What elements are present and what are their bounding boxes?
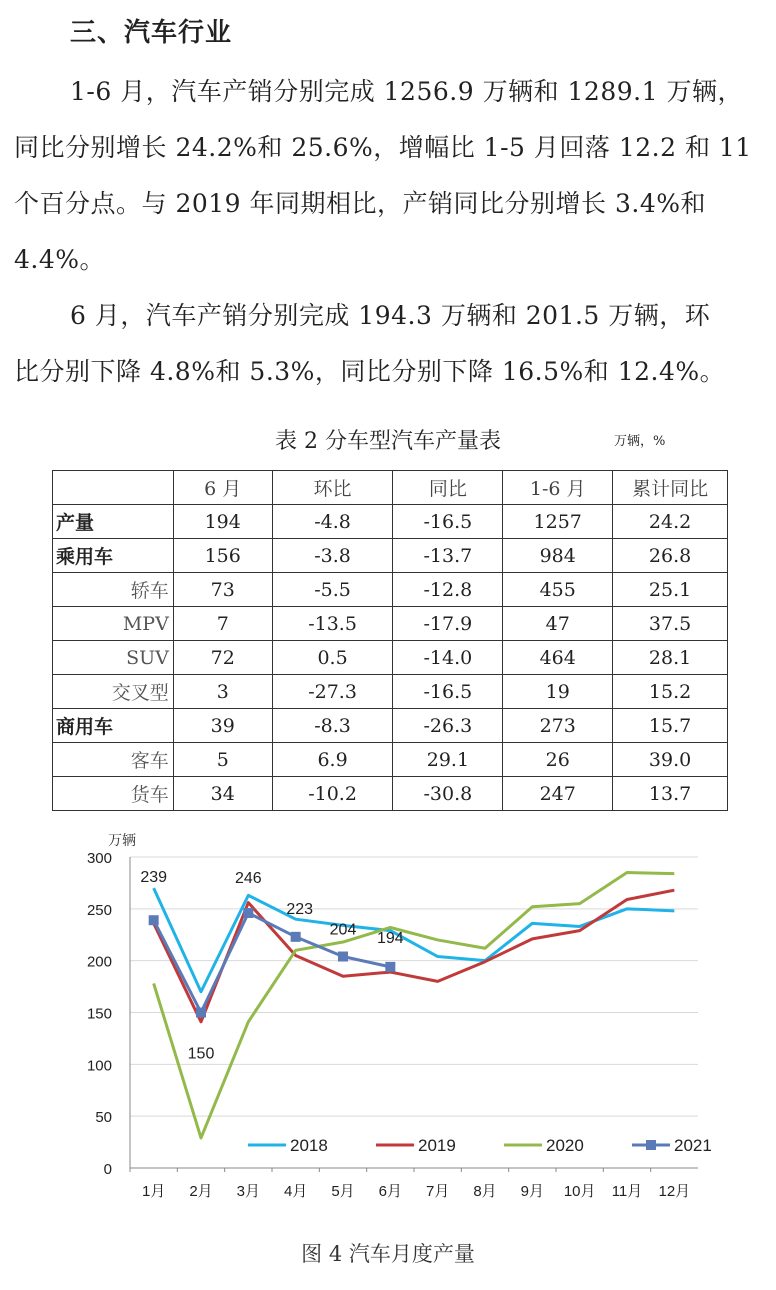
table-cell: -17.9 [393,607,503,641]
table-cell: 72 [173,641,272,675]
series-line-2019 [154,890,675,1022]
y-axis-unit: 万辆 [108,832,136,848]
y-tick-label: 150 [86,1005,112,1023]
table-cell: 39.0 [613,743,728,777]
table-cell: 984 [503,539,613,573]
x-tick-label: 5月 [331,1183,355,1200]
table-cell: -13.7 [393,539,503,573]
table-row [53,505,728,539]
x-tick-label: 2月 [189,1183,213,1200]
table-cell: -26.3 [393,709,503,743]
x-tick-label: 8月 [473,1183,497,1200]
table-cell: 15.7 [613,709,728,743]
table-cell: -30.8 [393,777,503,811]
column-header: 同比 [393,471,503,505]
x-tick-label: 9月 [520,1183,545,1200]
table-row [53,641,728,675]
row-label: MPV [53,607,174,641]
table-cell: 37.5 [613,607,728,641]
row-label: 客车 [53,743,174,777]
table-cell: -14.0 [393,641,503,675]
table-row [53,709,728,743]
table-cell: 464 [503,641,613,675]
table-cell: 5 [173,743,272,777]
table-cell: 73 [173,573,272,607]
x-tick-label: 4月 [283,1183,308,1200]
table-row [53,743,728,777]
column-header: 环比 [272,471,393,505]
production-table [52,470,728,811]
table-cell: -12.8 [393,573,503,607]
paragraph-2-line: 6 月，汽车产销分别完成 194.3 万辆和 201.5 万辆，环 [70,301,711,330]
table-cell: -27.3 [272,675,393,709]
row-label: 轿车 [53,573,174,607]
legend-marker [646,1140,656,1150]
table-cell: 19 [503,675,613,709]
table-cell: -10.2 [272,777,393,811]
data-label: 204 [329,921,357,939]
table-cell: -16.5 [393,505,503,539]
x-tick-label: 3月 [236,1183,261,1200]
table-row [53,573,728,607]
table-cell: 13.7 [613,777,728,811]
x-tick-label: 11月 [611,1183,643,1200]
x-tick-label: 1月 [141,1183,166,1200]
x-tick-label: 7月 [425,1183,450,1200]
y-tick-label: 250 [86,901,112,919]
data-label: 194 [376,929,404,947]
section-title: 三、汽车行业 [70,18,233,48]
data-label: 150 [187,1045,215,1063]
legend-label: 2019 [418,1136,456,1155]
data-point-2021 [196,1008,206,1018]
x-tick-label: 12月 [658,1183,691,1200]
table-cell: 0.5 [272,641,393,675]
table-cell: 273 [503,709,613,743]
x-tick-label: 10月 [563,1183,596,1200]
paragraph-1-line: 1-6 月，汽车产销分别完成 1256.9 万辆和 1289.1 万辆， [70,77,743,106]
table-cell: 6.9 [272,743,393,777]
paragraph-1-line: 同比分别增长 24.2%和 25.6%，增幅比 1-5 月回落 12.2 和 11 [14,133,752,162]
monthly-production-chart [0,820,776,1240]
table-cell: 24.2 [613,505,728,539]
table-row [53,777,728,811]
data-point-2021 [243,908,253,918]
table-cell: 455 [503,573,613,607]
column-header: 累计同比 [613,471,728,505]
legend-label: 2021 [674,1136,712,1155]
figure-caption: 图 4 汽车月度产量 [301,1242,475,1266]
data-label: 239 [140,869,168,887]
table-cell: 156 [173,539,272,573]
table-cell: 3 [173,675,272,709]
table-cell: 29.1 [393,743,503,777]
table-cell: 39 [173,709,272,743]
row-label: 货车 [53,777,174,811]
data-point-2021 [291,932,301,942]
table-row [53,675,728,709]
table-header-row [53,471,728,505]
row-label: 交叉型 [53,675,174,709]
table-cell: 15.2 [613,675,728,709]
data-point-2021 [149,915,159,925]
legend-label: 2020 [546,1136,584,1155]
table-cell: 25.1 [613,573,728,607]
x-tick-label: 6月 [378,1183,403,1200]
table-cell: 7 [173,607,272,641]
table-cell: 26.8 [613,539,728,573]
data-point-2021 [338,952,348,962]
legend-label: 2018 [290,1136,328,1155]
table-cell: 34 [173,777,272,811]
column-header: 6 月 [173,471,272,505]
y-tick-label: 200 [86,953,112,971]
table-cell: 1257 [503,505,613,539]
y-tick-label: 100 [86,1057,112,1075]
y-tick-label: 300 [86,850,112,867]
table-row [53,607,728,641]
table-cell: 194 [173,505,272,539]
table-row [53,539,728,573]
table-cell: -5.5 [272,573,393,607]
table-cell: 28.1 [613,641,728,675]
y-tick-label: 50 [95,1109,112,1127]
column-header: 1-6 月 [503,471,613,505]
paragraph-2-line: 比分别下降 4.8%和 5.3%，同比分别下降 16.5%和 12.4%。 [14,357,726,386]
table-cell: -8.3 [272,709,393,743]
row-label: SUV [53,641,174,675]
row-label: 乘用车 [53,539,174,573]
row-label: 商用车 [53,709,174,743]
table-cell: 247 [503,777,613,811]
series-line-2020 [154,873,675,1138]
table-cell: -16.5 [393,675,503,709]
table-cell: -13.5 [272,607,393,641]
data-label: 246 [234,869,262,887]
row-label: 产量 [53,505,174,539]
table-cell: 47 [503,607,613,641]
data-label: 223 [286,900,314,918]
table-caption: 表 2 分车型汽车产量表 [275,429,501,454]
paragraph-1-line: 个百分点。与 2019 年同期相比，产销同比分别增长 3.4%和 [14,189,706,218]
paragraph-1-line: 4.4%。 [14,245,106,274]
table-cell: -4.8 [272,505,393,539]
column-header [53,471,174,505]
table-cell: -3.8 [272,539,393,573]
table-unit: 万辆，% [614,434,666,449]
data-point-2021 [385,962,395,972]
y-tick-label: 0 [103,1161,112,1178]
table-cell: 26 [503,743,613,777]
